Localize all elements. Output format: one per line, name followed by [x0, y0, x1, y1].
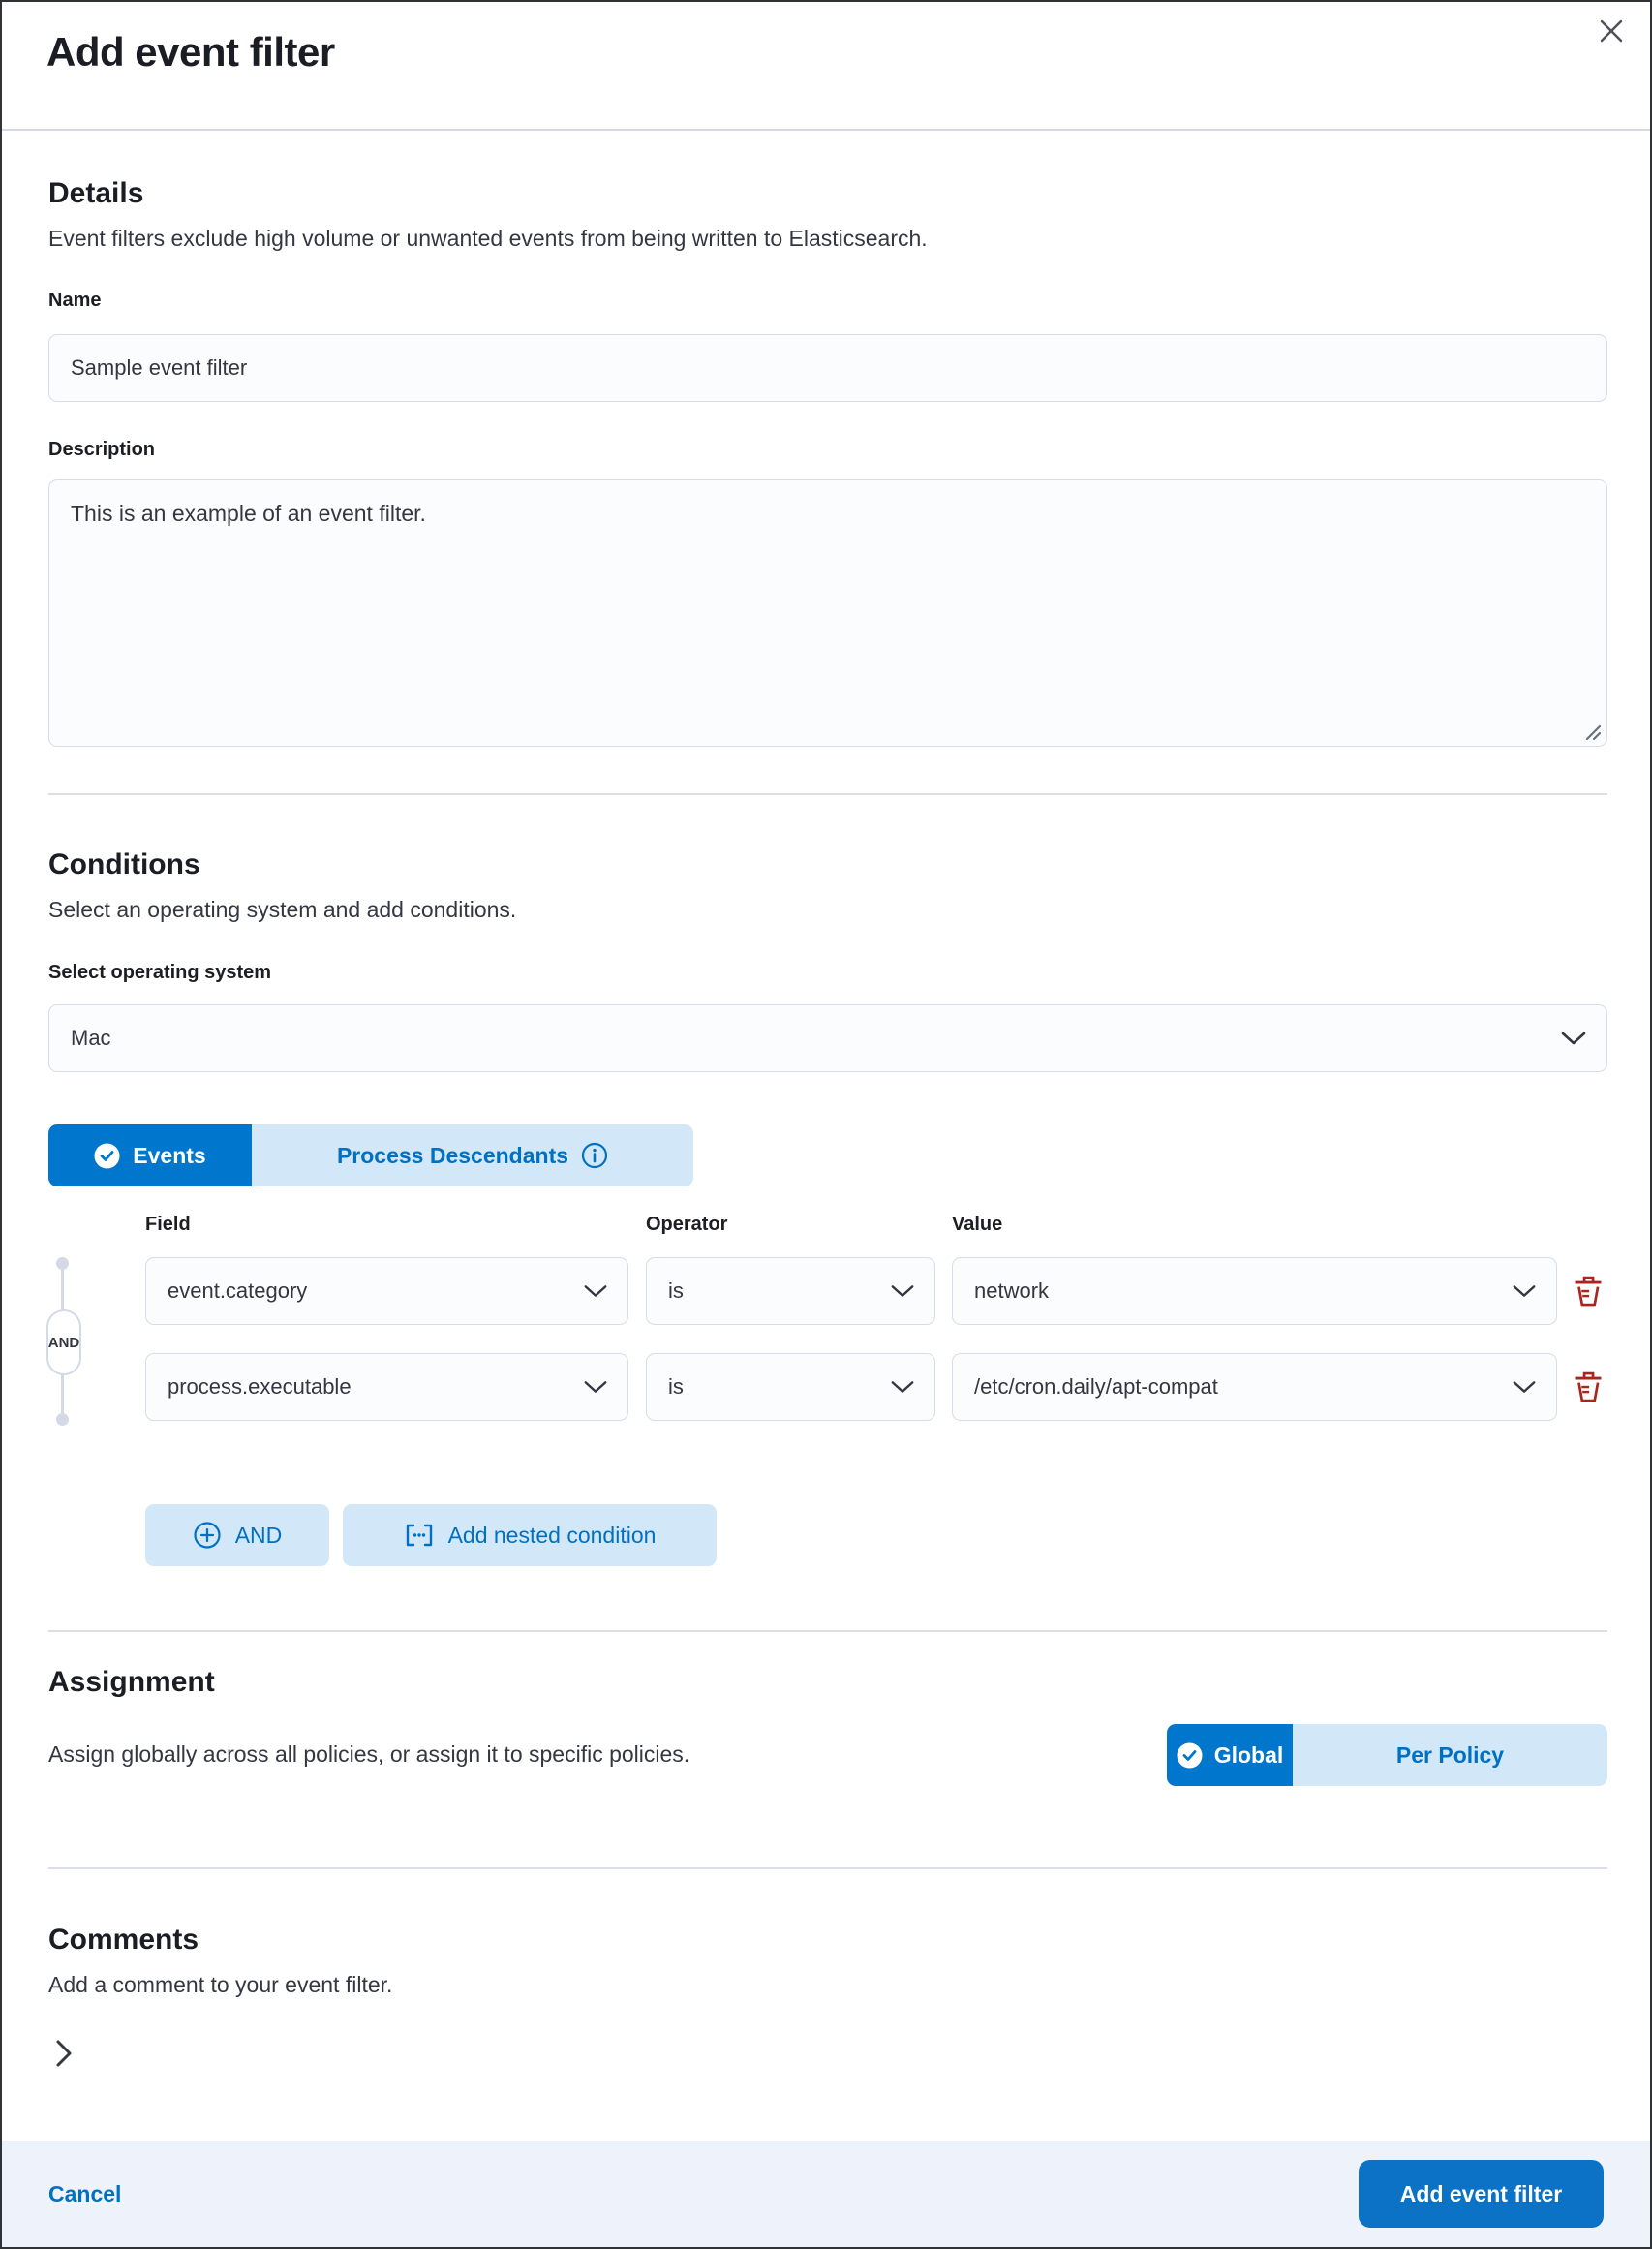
description-label: Description — [48, 439, 156, 460]
comments-expand-button[interactable] — [45, 2034, 83, 2073]
toggle-per-policy-label: Per Policy — [1395, 1741, 1505, 1768]
delete-condition-row1-button[interactable] — [1571, 1273, 1606, 1311]
tab-events-label: Events — [133, 1142, 206, 1168]
toggle-global-label: Global — [1213, 1741, 1284, 1768]
operator-select-row2[interactable] — [646, 1353, 935, 1421]
check-circle-icon — [94, 1143, 120, 1169]
value-select-row2-value: /etc/cron.daily/apt-compat — [974, 1374, 1218, 1399]
name-input[interactable] — [48, 334, 1607, 402]
page-title: Add event filter — [46, 29, 335, 75]
add-and-condition-button[interactable] — [145, 1504, 329, 1566]
assignment-description: Assign globally across all policies, or assign it to specific policies. — [48, 1741, 690, 1767]
info-icon[interactable] — [581, 1142, 608, 1169]
value-select-row2[interactable] — [952, 1353, 1557, 1421]
modal-footer — [2, 2141, 1650, 2247]
comments-description: Add a comment to your event filter. — [48, 1972, 393, 1997]
assignment-toggle — [1167, 1724, 1607, 1786]
tab-process-descendants-label: Process Descendants — [336, 1142, 569, 1168]
os-select-value: Mac — [71, 1026, 111, 1050]
textarea-resize-handle[interactable] — [1583, 723, 1603, 742]
add-event-filter-button[interactable]: Add event filter — [1359, 2160, 1604, 2228]
column-header-operator: Operator — [646, 1214, 728, 1235]
column-header-field: Field — [145, 1214, 191, 1235]
chevron-right-icon — [55, 2038, 73, 2069]
add-nested-condition-button[interactable] — [343, 1504, 717, 1566]
divider — [48, 793, 1607, 795]
os-select[interactable] — [48, 1004, 1607, 1072]
tab-process-descendants[interactable] — [252, 1124, 693, 1186]
nested-condition-icon — [404, 1521, 435, 1550]
chevron-down-icon — [583, 1380, 608, 1395]
divider — [48, 1867, 1607, 1869]
operator-select-row1[interactable] — [646, 1257, 935, 1325]
plus-circle-icon — [193, 1521, 222, 1550]
details-description: Event filters exclude high volume or unwanted events from being written to Elasticsearch. — [48, 226, 928, 251]
close-icon — [1599, 18, 1624, 44]
details-heading: Details — [48, 177, 144, 209]
value-select-row1[interactable] — [952, 1257, 1557, 1325]
value-select-row1-value: network — [974, 1279, 1050, 1303]
divider — [48, 1630, 1607, 1632]
chevron-down-icon — [1560, 1031, 1587, 1046]
trash-icon — [1571, 1369, 1606, 1404]
tab-events[interactable] — [48, 1124, 252, 1186]
cancel-button[interactable]: Cancel — [48, 2180, 122, 2206]
trash-icon — [1571, 1273, 1606, 1309]
add-and-condition-label: AND — [234, 1522, 283, 1548]
field-select-row2[interactable] — [145, 1353, 628, 1421]
connector-dot-top — [56, 1257, 69, 1270]
add-nested-condition-label: Add nested condition — [447, 1522, 657, 1548]
name-input-value: Sample event filter — [71, 355, 248, 380]
header-divider — [2, 129, 1650, 131]
toggle-global[interactable] — [1167, 1724, 1293, 1786]
chevron-down-icon — [890, 1380, 915, 1395]
os-select-label: Select operating system — [48, 962, 272, 983]
connector-dot-bottom — [56, 1413, 69, 1426]
chevron-down-icon — [1512, 1284, 1537, 1299]
assignment-heading: Assignment — [48, 1666, 215, 1698]
operator-select-row1-value: is — [668, 1279, 684, 1303]
check-circle-icon — [1177, 1742, 1203, 1769]
operator-select-row2-value: is — [668, 1374, 684, 1399]
and-connector-badge: AND — [46, 1309, 81, 1375]
column-header-value: Value — [952, 1214, 1003, 1235]
delete-condition-row2-button[interactable] — [1571, 1369, 1606, 1407]
description-textarea-value: This is an example of an event filter. — [48, 479, 1607, 747]
condition-type-tabs — [48, 1124, 693, 1186]
chevron-down-icon — [1512, 1380, 1537, 1395]
field-select-row2-value: process.executable — [168, 1374, 352, 1399]
field-select-row1[interactable] — [145, 1257, 628, 1325]
name-label: Name — [48, 290, 102, 311]
chevron-down-icon — [583, 1284, 608, 1299]
description-textarea[interactable] — [48, 479, 1607, 747]
close-button[interactable] — [1594, 14, 1629, 48]
conditions-heading: Conditions — [48, 848, 200, 880]
toggle-per-policy[interactable] — [1293, 1724, 1607, 1786]
chevron-down-icon — [890, 1284, 915, 1299]
conditions-description: Select an operating system and add conditions. — [48, 897, 517, 922]
field-select-row1-value: event.category — [168, 1279, 308, 1303]
comments-heading: Comments — [48, 1924, 199, 1956]
